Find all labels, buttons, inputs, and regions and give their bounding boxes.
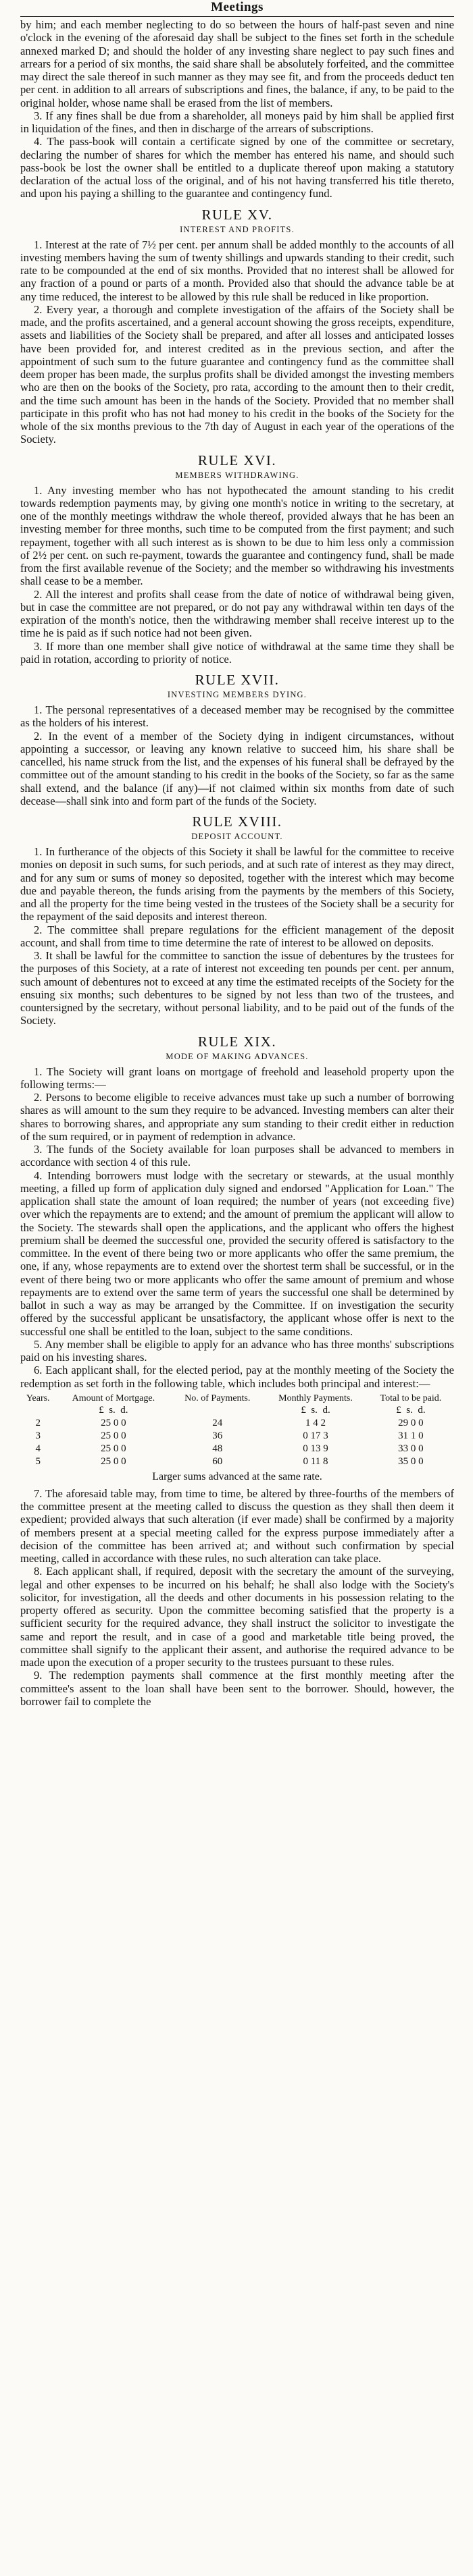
currency-units: £ s. d. — [301, 1404, 330, 1416]
paragraph: 2. All the interest and profits shall cease from the date of notice of withdrawal being given, but in case the committee are not prepared, or do not pay any withdrawal within ten days of the expiration of the month's notice, then the withdrawing member shall receive interest up to the time he is paid as if such notice had not been given. — [20, 587, 454, 640]
paragraph: 1. The personal representatives of a deceased member may be recognised by the committee as the holders of his interest. — [20, 703, 454, 730]
paragraph: 8. Each applicant shall, if required, deposit with the secretary the amount of the surveying, legal and other expenses to be incurred on his behalf; he shall also lodge with the Society's solicitor, for investigation, all the deeds and other documents in his possession relating to the property offered as security. Upon the committee becoming satisfied that the property is a sufficient security for the required advance, they shall instruct the solicitor to investigate the same and report the result, and in case of a good and marketable title being proved, the committee shall signify to the applicant their assent, and authorise the required advance to be made upon the execution of a proper security to the trustees pursuant to these rules. — [20, 1565, 454, 1669]
paragraph: 1. Interest at the rate of 7½ per cent. per annum shall be added monthly to the accounts of all investing members having the sum of twenty shillings and upwards standing to their credit, such rate to be compounded at the end of six months. Provided that no interest shall be allowed for any fraction of a pound or parts of a month. Provided also that should the advance table be at any time reduced, the interest to be allowed by this rule shall be reduced in like proportion. — [20, 238, 454, 303]
table-cell: 0 11 8 — [303, 1455, 328, 1467]
paragraph: 1. In furtherance of the objects of this Society it shall be lawful for the committee to receive monies on deposit in such sums, for such periods, and at such rate of interest as they may direct, and for any sum or sums of money so deposited, together with the interest which may become due and payable thereon, the funds arising from the payments by the members of this Society, and all the property for the time being vested in the trustees of the Society shall be a security for the repayment of the said deposits and interest thereon. — [20, 845, 454, 923]
table-cell: 33 0 0 — [398, 1443, 424, 1454]
table-cell: 4 — [35, 1443, 41, 1454]
rule-17 — [20, 671, 454, 807]
paragraph: 4. The pass-book will contain a certificate signed by one of the committee or secretary, declaring the number of shares for which the member has entered his name, and should such pass-book be lost the owner shall be entitled to a duplicate thereof upon making a statutory declaration of the actual loss of the original, and of his not having transferred his title thereto, and upon his paying a shilling to the guarantee and contingency fund. — [20, 135, 454, 200]
rule-title: RULE XV. — [201, 206, 273, 223]
paragraph: 2. Every year, a thorough and complete investigation of the affairs of the Society shall be made, and the profits ascertained, and a general account showing the gross receipts, expenditure, assets and liabilities of the Society shall be prepared, and after all losses and anticipated losses have been provided for, and interest credited as in the previous section, and after the appointment of such sum to the future guarantee and contingency fund as the committee shall deem proper has been made, the surplus profits shall be divided amongst the investing members who are then on the books of the Society, pro rata, according to the amount then to their credit, and the time such amount has been in the hands of the Society. Provided that no member shall participate in this profit who has not had money to his credit in the books of the Society for the whole of the six months previous to the 7th day of August in each year of the operations of the Society. — [20, 302, 454, 446]
table-cell: 25 0 0 — [101, 1430, 126, 1441]
table-row — [20, 1443, 454, 1455]
paragraph: 5. Any member shall be eligible to apply for an advance who has three months' subscriptions paid on his investing shares. — [20, 1337, 454, 1364]
rule-title: RULE XVII. — [195, 672, 280, 688]
table-cell: 0 17 3 — [303, 1430, 328, 1441]
table-header-row — [20, 1393, 454, 1404]
running-head: Meetings — [211, 0, 264, 14]
table-cell: 1 4 2 — [305, 1417, 326, 1428]
table-cell: 24 — [212, 1417, 223, 1428]
paragraph: 4. Intending borrowers must lodge with the secretary or stewards, at the usual monthly meeting, a filled up form of application duly signed and endorsed "Application for Loan." The application shall state the amount of loan required; the number of years (not exceeding five) over which the repayments are to extend; and the amount of premium the applicant will allow to the Society. The stewards shall open the applications, and the applicant who offers the highest premium shall be deemed the successful one, provided the security offered is satisfactory to the committee. In the event of there being two or more applicants who offer the same premium, the one, if any, whose repayments are to extend over the shortest term shall be successful, or in the event of there being two or more applicants who offer the same amount of premium and whose repayments are to extend over the same term of years the successful one shall be determined by ballot in such a way as may be arranged by the Committee. If on investigation the security offered by the successful applicant be unsatisfactory, the applicant whose offer is next to the successful one shall be entitled to the loan, subject to the same conditions. — [20, 1169, 454, 1338]
table-row — [20, 1455, 454, 1468]
table-cell: 31 1 0 — [398, 1430, 424, 1441]
table-cell: 29 0 0 — [398, 1417, 424, 1428]
rule-title: RULE XIX. — [197, 1033, 277, 1050]
table-cell: 48 — [212, 1443, 223, 1454]
advance-table — [20, 1393, 454, 1468]
rule-16 — [20, 452, 454, 666]
paragraph: 3. The funds of the Society available for loan purposes shall be advanced to members in accordance with section 4 of this rule. — [20, 1143, 454, 1169]
rule-19 — [20, 1033, 454, 1709]
rule-14-continuation — [20, 18, 454, 200]
table-cell: 2 — [35, 1417, 41, 1428]
rule-subtitle: INVESTING MEMBERS DYING. — [167, 690, 307, 699]
table-cell: 5 — [35, 1455, 41, 1467]
currency-units: £ s. d. — [99, 1404, 128, 1416]
rule-title: RULE XVI. — [197, 452, 277, 468]
rule-subtitle: INTEREST AND PROFITS. — [180, 224, 295, 234]
paragraph: 2. In the event of a member of the Society dying in indigent circumstances, without appointing a successor, or leaving any known relative to succeed him, his share shall be cancelled, his name struck from the list, and the expenses of his funeral shall be defrayed by the committee out of the amount standing to his credit in the books of the Society, so far as the same shall extend, and the balance (if any)—if not claimed within six months from date of such decease—shall sink into and form part of the funds of the Society. — [20, 729, 454, 807]
rule-subtitle: DEPOSIT ACCOUNT. — [191, 832, 283, 841]
rule-18 — [20, 813, 454, 1027]
column-header-years: Years. — [26, 1393, 50, 1403]
rule-subtitle: MODE OF MAKING ADVANCES. — [166, 1051, 309, 1061]
table-row — [20, 1417, 454, 1430]
currency-units-row — [20, 1404, 454, 1417]
paragraph: 1. The Society will grant loans on mortgage of freehold and leasehold property upon the following terms:— — [20, 1065, 454, 1091]
rule-title: RULE XVIII. — [192, 813, 282, 830]
table-cell: 35 0 0 — [398, 1455, 424, 1467]
table-cell: 60 — [212, 1455, 223, 1467]
table-cell: 25 0 0 — [101, 1443, 126, 1454]
paragraph: 3. If any fines shall be due from a shareholder, all moneys paid by him shall be applied first in liquidation of the fines, and then in discharge of the arrears of subscriptions. — [20, 109, 454, 135]
column-header-amount: Amount of Mortgage. — [72, 1393, 155, 1403]
rule-subtitle: MEMBERS WITHDRAWING. — [175, 470, 299, 480]
table-row — [20, 1430, 454, 1443]
paragraph: by him; and each member neglecting to do so between the hours of half-past seven and nine o'clock in the evening of the aforesaid day shall be subject to the fines set forth in the schedule annexed marked D; and should the holder of any investing share neglect to pay such fines and arrears for a period of six months, the said share shall be absolutely forfeited, and the committee may direct the sale thereof in such manner as they may see fit, and from the proceeds deduct ten per cent. in addition to all arrears of subscriptions and fines, the balance, if any, to be paid to the original holder, whose name shall be erased from the list of members. — [20, 18, 454, 109]
table-cell: 3 — [35, 1430, 41, 1441]
table-cell: 25 0 0 — [101, 1417, 126, 1428]
column-header-payments: No. of Payments. — [184, 1393, 251, 1403]
table-cell: 25 0 0 — [101, 1455, 126, 1467]
paragraph: 2. The committee shall prepare regulations for the efficient management of the deposit account, and shall from time to time determine the rate of interest to be allowed on deposits. — [20, 923, 454, 949]
table-cell: 0 13 9 — [303, 1443, 328, 1454]
paragraph: 3. It shall be lawful for the committee to sanction the issue of debentures by the trustees for the purposes of this Society, at a rate of interest not exceeding ten pounds per cent. per annum, such amount of debentures not to exceed at any time the estimated receipts of the Society for the ensuing six months; such debentures to be signed by not less than two of the trustees, and countersigned by the secretary, without personal liability, and to be paid out of the funds of the Society. — [20, 949, 454, 1027]
rule-15 — [20, 206, 454, 446]
currency-units: £ s. d. — [396, 1404, 426, 1416]
paragraph: 9. The redemption payments shall commence at the first monthly meeting after the committee's assent to the loan shall have been sent to the borrower. Should, however, the borrower fail to complete the — [20, 1669, 454, 1708]
column-header-total: Total to be paid. — [380, 1393, 442, 1403]
paragraph: 3. If more than one member shall give notice of withdrawal at the same time they shall be paid in rotation, according to priority of notice. — [20, 639, 454, 666]
paragraph: 7. The aforesaid table may, from time to time, be altered by three-fourths of the members of the committee present at the meeting called to discuss the question as they shall then deem it expedient; provided always that such alteration (if ever made) shall be confirmed by a majority of members present at a special meeting called for the express purpose immediately after a decision of the committee has been arrived at; and without such confirmation by special meeting, called in accordance with these rules, no such alteration can take place. — [20, 1486, 454, 1565]
table-note: Larger sums advanced at the same rate. — [152, 1470, 322, 1482]
paragraph: 1. Any investing member who has not hypothecated the amount standing to his credit towards redemption payments may, by giving one month's notice in writing to the secretary, at one of the monthly meetings withdraw the whole thereof, provided always that he has been an investing member for three months, such time to be computed from the first payment; and such repayment, together with all such interest as is shown to be due to him less only a commission of 2½ per cent. on such re-payment, towards the guarantee and contingency fund, shall be made from the first available revenue of the Society; and the member so withdrawing his investments shall cease to be a member. — [20, 483, 454, 588]
column-header-monthly: Monthly Payments. — [278, 1393, 353, 1403]
paragraph: 6. Each applicant shall, for the elected period, pay at the monthly meeting of the Society the redemption as set forth in the following table, which includes both principal and interest:— — [20, 1364, 454, 1390]
paragraph: 2. Persons to become eligible to receive advances must take up such a number of borrowing shares as will amount to the sum they require to be advanced. Investing members can alter their shares to borrowing shares, and appropriate any sum standing to their credit either in reduction of the sum required, or in payment of redemption in advance. — [20, 1091, 454, 1143]
header-rule — [20, 16, 454, 17]
table-cell: 36 — [212, 1430, 223, 1441]
